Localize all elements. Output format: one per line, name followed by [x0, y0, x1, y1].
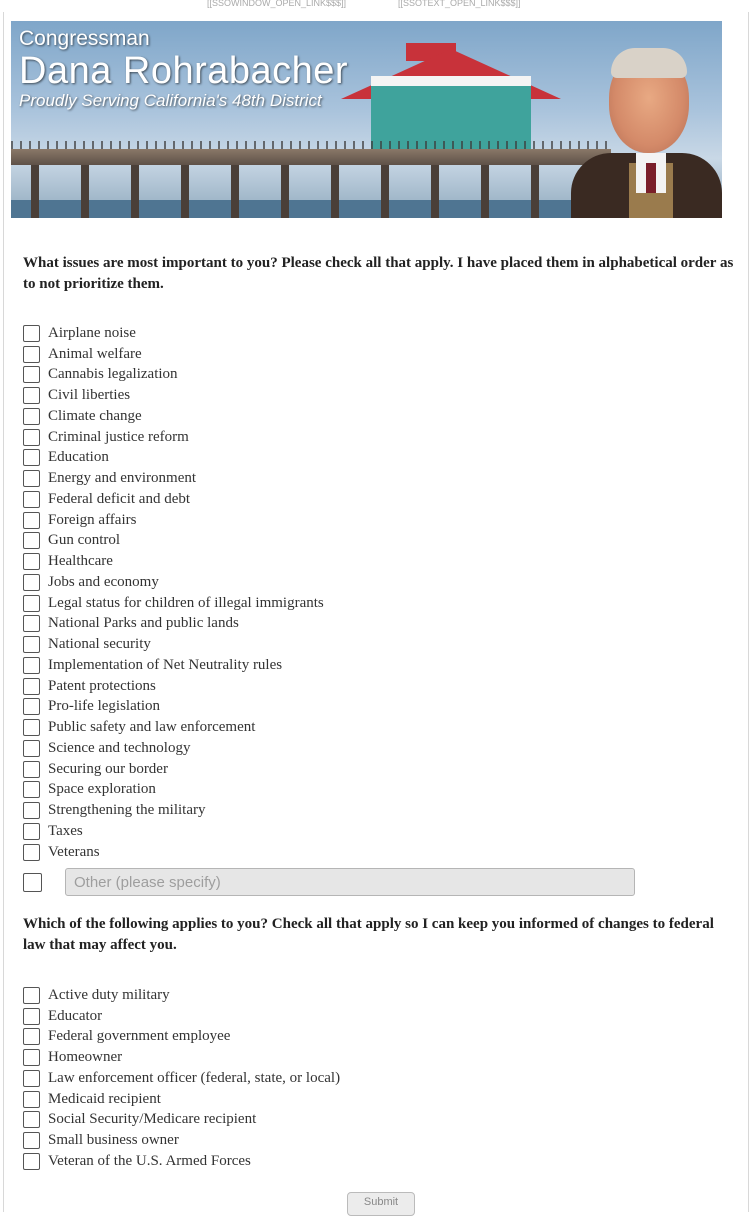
applies-option[interactable]: [23, 1068, 340, 1089]
issues-option[interactable]: [23, 448, 324, 469]
pier-piling: [131, 165, 139, 218]
issues-option[interactable]: [23, 738, 324, 759]
header-banner: [11, 21, 722, 218]
issues-option-label: Legal status for children of illegal immigrants: [48, 594, 324, 611]
issues-option-checkbox[interactable]: [23, 761, 40, 778]
issues-option[interactable]: [23, 344, 324, 365]
banner-line-district: Proudly Serving California's 48th District: [19, 91, 322, 110]
issues-option-label: Veterans: [48, 843, 100, 860]
issues-option[interactable]: [23, 634, 324, 655]
applies-option[interactable]: [23, 1006, 340, 1027]
pier-railing: [11, 141, 611, 149]
issues-option-checkbox[interactable]: [23, 636, 40, 653]
applies-option[interactable]: [23, 1151, 340, 1172]
applies-option-label: Small business owner: [48, 1132, 179, 1149]
pier-piling: [231, 165, 239, 218]
issues-option-label: Education: [48, 449, 109, 466]
issues-options: [23, 323, 324, 863]
issues-option-checkbox[interactable]: [23, 553, 40, 570]
pier-piling: [381, 165, 389, 218]
applies-option-label: Social Security/Medicare recipient: [48, 1111, 257, 1128]
issues-option-checkbox[interactable]: [23, 366, 40, 383]
text-link-tag[interactable]: [[SSOTEXT_OPEN_LINK$$$]]: [398, 0, 521, 8]
issues-option-label: Federal deficit and debt: [48, 490, 191, 507]
issues-option-checkbox[interactable]: [23, 574, 40, 591]
issues-option-checkbox[interactable]: [23, 532, 40, 549]
issues-option[interactable]: [23, 614, 324, 635]
pier-piling: [481, 165, 489, 218]
window-link-tag[interactable]: [[SSOWINDOW_OPEN_LINK$$$]]: [207, 0, 347, 8]
pier-piling: [181, 165, 189, 218]
applies-option[interactable]: [23, 1027, 340, 1048]
issues-option-label: Space exploration: [48, 781, 156, 798]
issues-option[interactable]: [23, 780, 324, 801]
pier-piling: [81, 165, 89, 218]
pier-piling: [331, 165, 339, 218]
issues-option-label: Airplane noise: [48, 324, 136, 341]
issues-option-checkbox[interactable]: [23, 512, 40, 529]
issues-option[interactable]: [23, 842, 324, 863]
applies-option-label: Law enforcement officer (federal, state, or local): [48, 1069, 341, 1086]
issues-option[interactable]: [23, 697, 324, 718]
issues-option-label: Science and technology: [48, 739, 191, 756]
applies-option-label: Homeowner: [48, 1049, 123, 1066]
issues-option-label: Strengthening the military: [48, 802, 206, 819]
issues-option[interactable]: [23, 655, 324, 676]
banner-line-title: Congressman: [19, 27, 150, 50]
issues-option-label: Foreign affairs: [48, 511, 137, 528]
issues-option[interactable]: [23, 406, 324, 427]
issues-option-checkbox[interactable]: [23, 449, 40, 466]
applies-option[interactable]: [23, 1130, 340, 1151]
issues-option-label: Jobs and economy: [48, 573, 159, 590]
applies-option[interactable]: [23, 1047, 340, 1068]
applies-options: [23, 985, 340, 1172]
issues-option-label: Public safety and law enforcement: [48, 719, 256, 736]
applies-option-label: Medicaid recipient: [48, 1090, 161, 1107]
congressman-portrait: [571, 33, 722, 218]
applies-option-checkbox[interactable]: [23, 1153, 40, 1170]
top-template-tags: [0, 0, 751, 10]
issues-option[interactable]: [23, 531, 324, 552]
issues-option-checkbox[interactable]: [23, 470, 40, 487]
issues-option-checkbox[interactable]: [23, 844, 40, 861]
issues-option-label: Patent protections: [48, 677, 156, 694]
issues-option-checkbox[interactable]: [23, 387, 40, 404]
issues-option-checkbox[interactable]: [23, 615, 40, 632]
issues-option-label: Implementation of Net Neutrality rules: [48, 656, 283, 673]
applies-option-checkbox[interactable]: [23, 1070, 40, 1087]
issues-option-checkbox[interactable]: [23, 802, 40, 819]
issues-option-checkbox[interactable]: [23, 429, 40, 446]
issues-option-checkbox[interactable]: [23, 657, 40, 674]
issues-option[interactable]: [23, 593, 324, 614]
issues-option-label: Criminal justice reform: [48, 428, 189, 445]
issues-option-label: Taxes: [48, 822, 83, 839]
issues-option-label: National security: [48, 636, 151, 653]
issues-option[interactable]: [23, 385, 324, 406]
issues-option-checkbox[interactable]: [23, 678, 40, 695]
issues-option[interactable]: [23, 365, 324, 386]
applies-option[interactable]: [23, 985, 340, 1006]
issues-option-label: Climate change: [48, 407, 142, 424]
issues-option-checkbox[interactable]: [23, 491, 40, 508]
issues-question: What issues are most important to you? Please check all that apply. I have placed them in alphabetical order as to not prioritize them.: [23, 255, 734, 292]
pier-piling: [431, 165, 439, 218]
issues-option[interactable]: [23, 468, 324, 489]
pier-piling: [31, 165, 39, 218]
issues-option-checkbox[interactable]: [23, 719, 40, 736]
issues-option[interactable]: [23, 821, 324, 842]
applies-option[interactable]: [23, 1110, 340, 1131]
issues-option-checkbox[interactable]: [23, 346, 40, 363]
issues-option-label: Animal welfare: [48, 345, 142, 362]
applies-option-checkbox[interactable]: [23, 1028, 40, 1045]
issues-other-checkbox[interactable]: [23, 873, 42, 892]
issues-option-checkbox[interactable]: [23, 823, 40, 840]
applies-option[interactable]: [23, 1089, 340, 1110]
applies-option-checkbox[interactable]: [23, 1111, 40, 1128]
issues-other-input[interactable]: [65, 868, 635, 896]
applies-option-checkbox[interactable]: [23, 1091, 40, 1108]
issues-option[interactable]: [23, 800, 324, 821]
issues-option-checkbox[interactable]: [23, 325, 40, 342]
applies-option-checkbox[interactable]: [23, 987, 40, 1004]
issues-option-label: Energy and environment: [48, 470, 197, 487]
submit-button[interactable]: Submit: [347, 1192, 415, 1216]
issues-option[interactable]: [23, 510, 324, 531]
issues-option[interactable]: [23, 551, 324, 572]
issues-option-checkbox[interactable]: [23, 740, 40, 757]
issues-option-label: Securing our border: [48, 760, 168, 777]
issues-option-label: Cannabis legalization: [48, 366, 178, 383]
issues-option-label: Gun control: [48, 532, 121, 549]
issues-option[interactable]: [23, 427, 324, 448]
issues-option[interactable]: [23, 676, 324, 697]
banner-title: [19, 27, 348, 111]
pier-deck: [11, 149, 611, 165]
issues-option-checkbox[interactable]: [23, 781, 40, 798]
pier-piling: [281, 165, 289, 218]
issues-option-checkbox[interactable]: [23, 408, 40, 425]
issues-other-row: [23, 868, 635, 896]
applies-option-checkbox[interactable]: [23, 1008, 40, 1025]
issues-option[interactable]: [23, 717, 324, 738]
applies-option-label: Active duty military: [48, 986, 170, 1003]
pier-piling: [531, 165, 539, 218]
issues-option[interactable]: [23, 759, 324, 780]
applies-option-label: Educator: [48, 1007, 103, 1024]
issues-option-label: Pro-life legislation: [48, 698, 161, 715]
issues-option[interactable]: [23, 489, 324, 510]
issues-option-label: Civil liberties: [48, 387, 131, 404]
issues-option-checkbox[interactable]: [23, 698, 40, 715]
applies-option-label: Federal government employee: [48, 1028, 231, 1045]
issues-option-label: National Parks and public lands: [48, 615, 239, 632]
issues-option-label: Healthcare: [48, 553, 113, 570]
issues-option[interactable]: [23, 323, 324, 344]
issues-option[interactable]: [23, 572, 324, 593]
applies-option-checkbox[interactable]: [23, 1132, 40, 1149]
applies-option-checkbox[interactable]: [23, 1049, 40, 1066]
applies-option-label: Veteran of the U.S. Armed Forces: [48, 1152, 251, 1169]
applies-question: Which of the following applies to you? Check all that apply so I can keep you informed of changes to federal law that may affect you.: [23, 916, 714, 953]
banner-line-name: Dana Rohrabacher: [19, 50, 349, 92]
issues-option-checkbox[interactable]: [23, 595, 40, 612]
